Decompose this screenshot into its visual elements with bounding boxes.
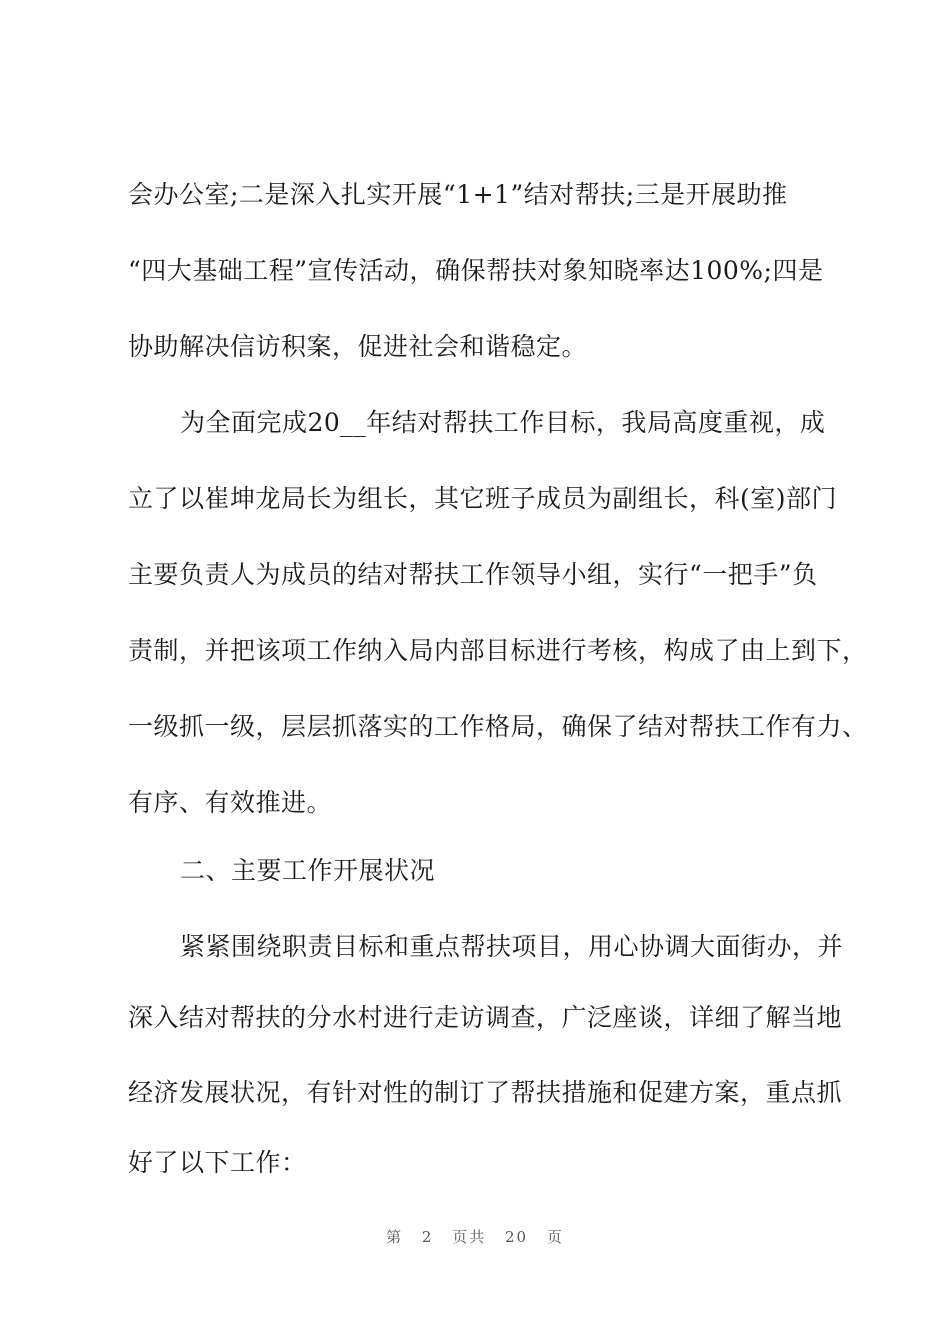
page-footer [0,1226,950,1247]
text-line: 经济发展状况，有针对性的制订了帮扶措施和促建方案，重点抓 [128,1078,843,1107]
text-line: 紧紧围绕职责目标和重点帮扶项目，用心协调大面街办，并 [180,932,844,961]
text-line: 协助解决信访积案，促进社会和谐稳定。 [128,332,588,361]
footer-suffix: 页 [546,1228,564,1246]
text-line: “四大基础工程”宣传活动，确保帮扶对象知晓率达100%;四是 [128,256,824,285]
footer-total-pages: 20 [505,1228,529,1246]
text-line: 立了以崔坤龙局长为组长，其它班子成员为副组长，科(室)部门 [128,484,838,513]
text-line: 深入结对帮扶的分水村进行走访调查，广泛座谈，详细了解当地 [128,1003,843,1032]
footer-page-number: 2 [421,1228,434,1246]
text-line: 会办公室;二是深入扎实开展“1+1”结对帮扶;三是开展助推 [128,180,788,209]
text-line: 为全面完成20__年结对帮扶工作目标，我局高度重视，成 [180,408,826,437]
footer-middle: 页共 [452,1228,487,1246]
text-line: 主要负责人为成员的结对帮扶工作领导小组，实行“一把手”负 [128,560,818,589]
text-line: 好了以下工作： [128,1148,307,1177]
text-line: 有序、有效推进。 [128,788,333,817]
footer-prefix: 第 [386,1228,404,1246]
text-line: 一级抓一级，层层抓落实的工作格局，确保了结对帮扶工作有力、 [128,712,868,741]
text-line: 责制，并把该项工作纳入局内部目标进行考核，构成了由上到下， [128,636,868,665]
section-heading: 二、主要工作开展状况 [180,856,436,885]
